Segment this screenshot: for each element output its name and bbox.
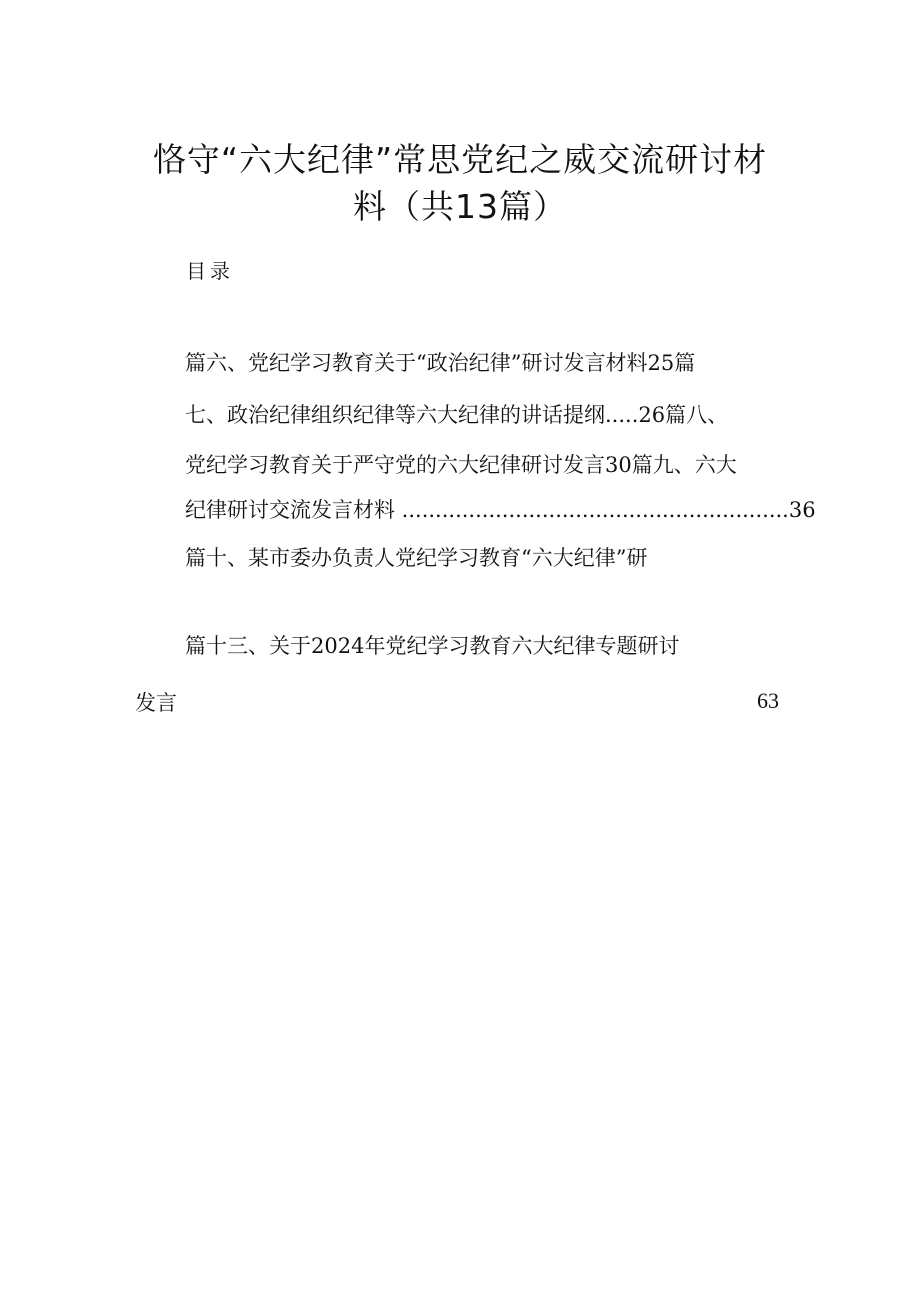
toc-line-3: 党纪学习教育关于严守党的六大纪律研讨发言30篇九、六大 [185,453,737,477]
toc-line-2: 七、政治纪律组织纪律等六大纪律的讲话提纲.....26篇八、 [185,403,729,427]
toc-page-number: 63 [757,688,779,713]
document-title-line-1: 恪守“六大纪律”常思党纪之威交流研讨材 [152,140,768,179]
toc-line-7: 发言 [135,691,177,715]
toc-line-4: 纪律研讨交流发言材料 ..........................................................36 [185,498,816,522]
toc-line-1: 篇六、党纪学习教育关于“政治纪律”研讨发言材料25篇 [185,351,696,375]
toc-line-6: 篇十三、关于2024年党纪学习教育六大纪律专题研讨 [185,634,680,658]
document-title-line-2: 料（共13篇） [353,187,567,226]
toc-line-5: 篇十、某市委办负责人党纪学习教育“六大纪律”研 [185,546,648,570]
toc-heading: 目录 [186,259,234,283]
